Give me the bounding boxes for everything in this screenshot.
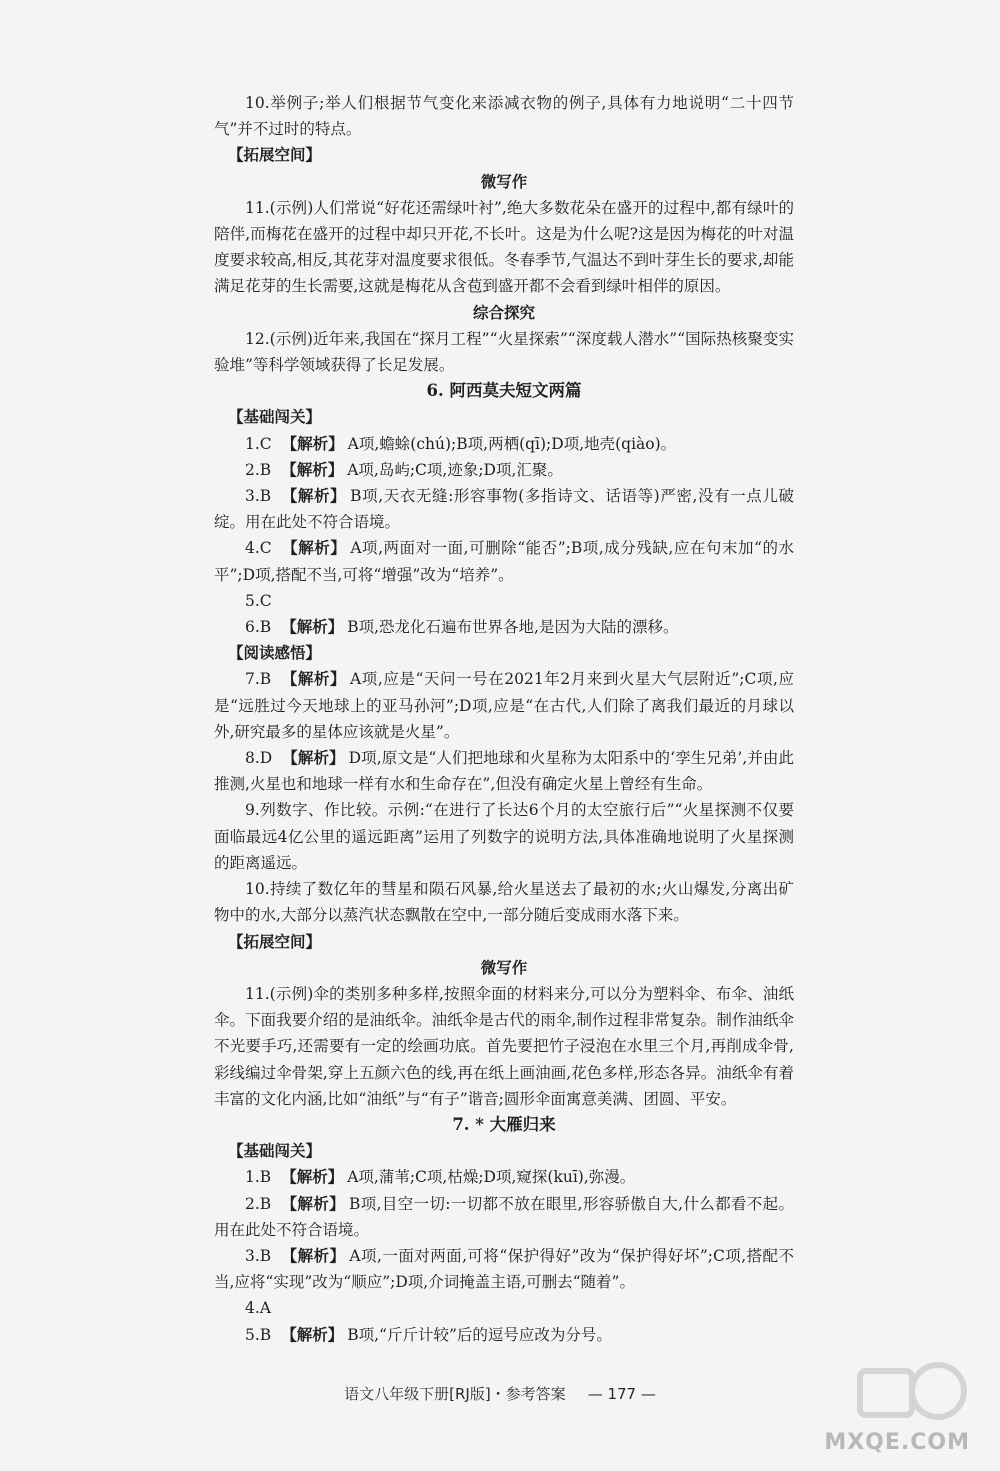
answer-item	[214, 666, 794, 745]
answer-item: 11.(示例)人们常说“好花还需绿叶衬”,绝大多数花朵在盛开的过程中,都有绿叶的陪伴,而梅花在盛开的过程中却只开花,不长叶。这是为什么呢?这是因为梅花的叶对温度要求较高,相反,其花芽对温度要求很低。冬春季节,气温达不到叶芽生长的要求,却能满足花芽的生长需要,这就是梅花从含苞到盛开都不会看到绿叶相伴的原因。	[214, 198, 794, 296]
section-heading: 【基础闯关】	[228, 1141, 322, 1161]
analysis-label: 【解析】	[281, 1167, 344, 1187]
answer-number: 4.C	[245, 539, 272, 558]
answer-item	[214, 535, 794, 587]
answer-item	[214, 457, 794, 483]
analysis-label: 【解析】	[281, 617, 344, 637]
section-heading: 【拓展空间】	[228, 145, 322, 165]
answer-text: B项,“斤斤计较”后的逗号应改为分号。	[347, 1325, 612, 1344]
answer-text: A项,蟾蜍(chú);B项,两栖(qī);D项,地壳(qiào)。	[347, 434, 677, 453]
subsection-heading: 综合探究	[472, 302, 535, 322]
answer-text: A项,蒲苇;C项,枯燥;D项,窥探(kuī),弥漫。	[347, 1168, 636, 1187]
answer-text: B项,天衣无缝:形容事物(多指诗文、话语等)严密,没有一点儿破绽。用在此处不符合语境。	[214, 487, 794, 532]
answer-item: 12.(示例)近年来,我国在“探月工程”“火星探索”“深度载人潜水”“国际热核聚变实验堆”等科学领域获得了长足发展。	[214, 329, 794, 375]
answer-item	[214, 614, 794, 640]
analysis-label: 【解析】	[281, 669, 347, 689]
answer-item	[214, 1243, 794, 1295]
analysis-label: 【解析】	[281, 1245, 346, 1265]
answer-number: 6.B	[245, 618, 272, 637]
answer-item	[214, 745, 794, 797]
answer-text: A项,一面对两面,可将“保护得好”改为“保护得好坏”;C项,搭配不当,应将“实现”改为“顺应”;D项,介词掩盖主语,可删去“随着”。	[214, 1246, 794, 1292]
section-heading: 【基础闯关】	[228, 407, 322, 427]
answer-item: 5.C	[245, 591, 272, 610]
answer-item	[214, 431, 794, 457]
lesson-title: 6. 阿西莫夫短文两篇	[426, 381, 582, 401]
answer-number: 3.B	[245, 1246, 272, 1265]
answer-number: 5.B	[245, 1325, 272, 1344]
analysis-label: 【解析】	[281, 486, 347, 506]
answer-item	[214, 1191, 794, 1243]
analysis-label: 【解析】	[281, 433, 344, 453]
answer-text: D项,原文是“人们把地球和火星称为太阳系中的‘孪生兄弟’,并由此推测,火星也和地球一样有水和生命存在”,但没有确定火星上曾经有生命。	[214, 749, 794, 794]
section-heading: 【拓展空间】	[228, 931, 322, 951]
section-heading: 【阅读感悟】	[228, 643, 322, 663]
book-title: 语文八年级下册[RJ版]・参考答案	[344, 1385, 566, 1403]
analysis-label: 【解析】	[281, 538, 347, 558]
answer-item	[214, 483, 794, 535]
answer-item: 4.A	[245, 1299, 271, 1318]
answer-number: 8.D	[245, 749, 273, 768]
answer-number: 2.B	[245, 1194, 272, 1213]
analysis-label: 【解析】	[281, 1324, 344, 1344]
answer-text: A项,两面对一面,可删除“能否”;B项,成分残缺,应在句末加“的水平”;D项,搭配不当,可将“增强”改为“培养”。	[214, 539, 794, 584]
analysis-label: 【解析】	[281, 459, 344, 479]
analysis-label: 【解析】	[282, 748, 345, 768]
watermark-text: MXQE.COM	[824, 1430, 970, 1455]
subsection-heading: 微写作	[480, 957, 528, 977]
answer-item	[214, 1322, 794, 1348]
answer-text: A项,岛屿;C项,迹象;D项,汇聚。	[347, 460, 563, 479]
subsection-heading: 微写作	[480, 171, 528, 191]
analysis-label: 【解析】	[281, 1193, 345, 1213]
answer-number: 1.B	[245, 1168, 272, 1187]
lesson-title: 7. * 大雁归来	[452, 1114, 556, 1134]
answer-content	[214, 90, 794, 1348]
answer-item: 11.(示例)伞的类别多种多样,按照伞面的材料来分,可以分为塑料伞、布伞、油纸伞。下面我要介绍的是油纸伞。油纸伞是古代的雨伞,制作过程非常复杂。制作油纸伞不光要手巧,还需要有一定的绘画功底。首先要把竹子浸泡在水里三个月,再削成伞骨,彩线编过伞骨架,穿上五颜六色的线,再在纸上画油画,花色多样,形态各异。油纸伞有着丰富的文化内涵,比如“油纸”与“有子”谐音;圆形伞面寓意美满、团圆、平安。	[214, 984, 794, 1108]
answer-number: 2.B	[245, 460, 272, 479]
answer-item: 10.举例子;举人们根据节气变化来添减衣物的例子,具体有力地说明“二十四节气”并不过时的特点。	[214, 94, 794, 139]
answer-item: 9.列数字、作比较。示例:“在进行了长达6个月的太空旅行后”“火星探测不仅要面临最远4亿公里的遥远距离”运用了列数字的说明方法,具体准确地说明了火星探测的距离遥远。	[214, 801, 794, 872]
answer-item	[214, 1164, 794, 1190]
answer-number: 3.B	[245, 487, 272, 506]
answer-text: B项,恐龙化石遍布世界各地,是因为大陆的漂移。	[347, 618, 679, 637]
page-footer	[0, 1383, 1000, 1404]
answer-text: A项,应是“天问一号在2021年2月来到火星大气层附近”;C项,应是“远胜过今天地球上的亚马孙河”;D项,应是“在古代,人们除了离我们最近的月球以外,研究最多的星体应该就是火星”。	[214, 670, 794, 741]
answer-item: 10.持续了数亿年的彗星和陨石风暴,给火星送去了最初的水;火山爆发,分离出矿物中的水,大部分以蒸汽状态飘散在空中,一部分随后变成雨水落下来。	[214, 880, 794, 925]
answer-number: 1.C	[245, 434, 272, 453]
answer-text: B项,目空一切:一切都不放在眼里,形容骄傲自大,什么都看不起。用在此处不符合语境。	[214, 1194, 794, 1239]
answer-number: 7.B	[245, 670, 272, 689]
page-number: — 177 —	[587, 1385, 656, 1403]
